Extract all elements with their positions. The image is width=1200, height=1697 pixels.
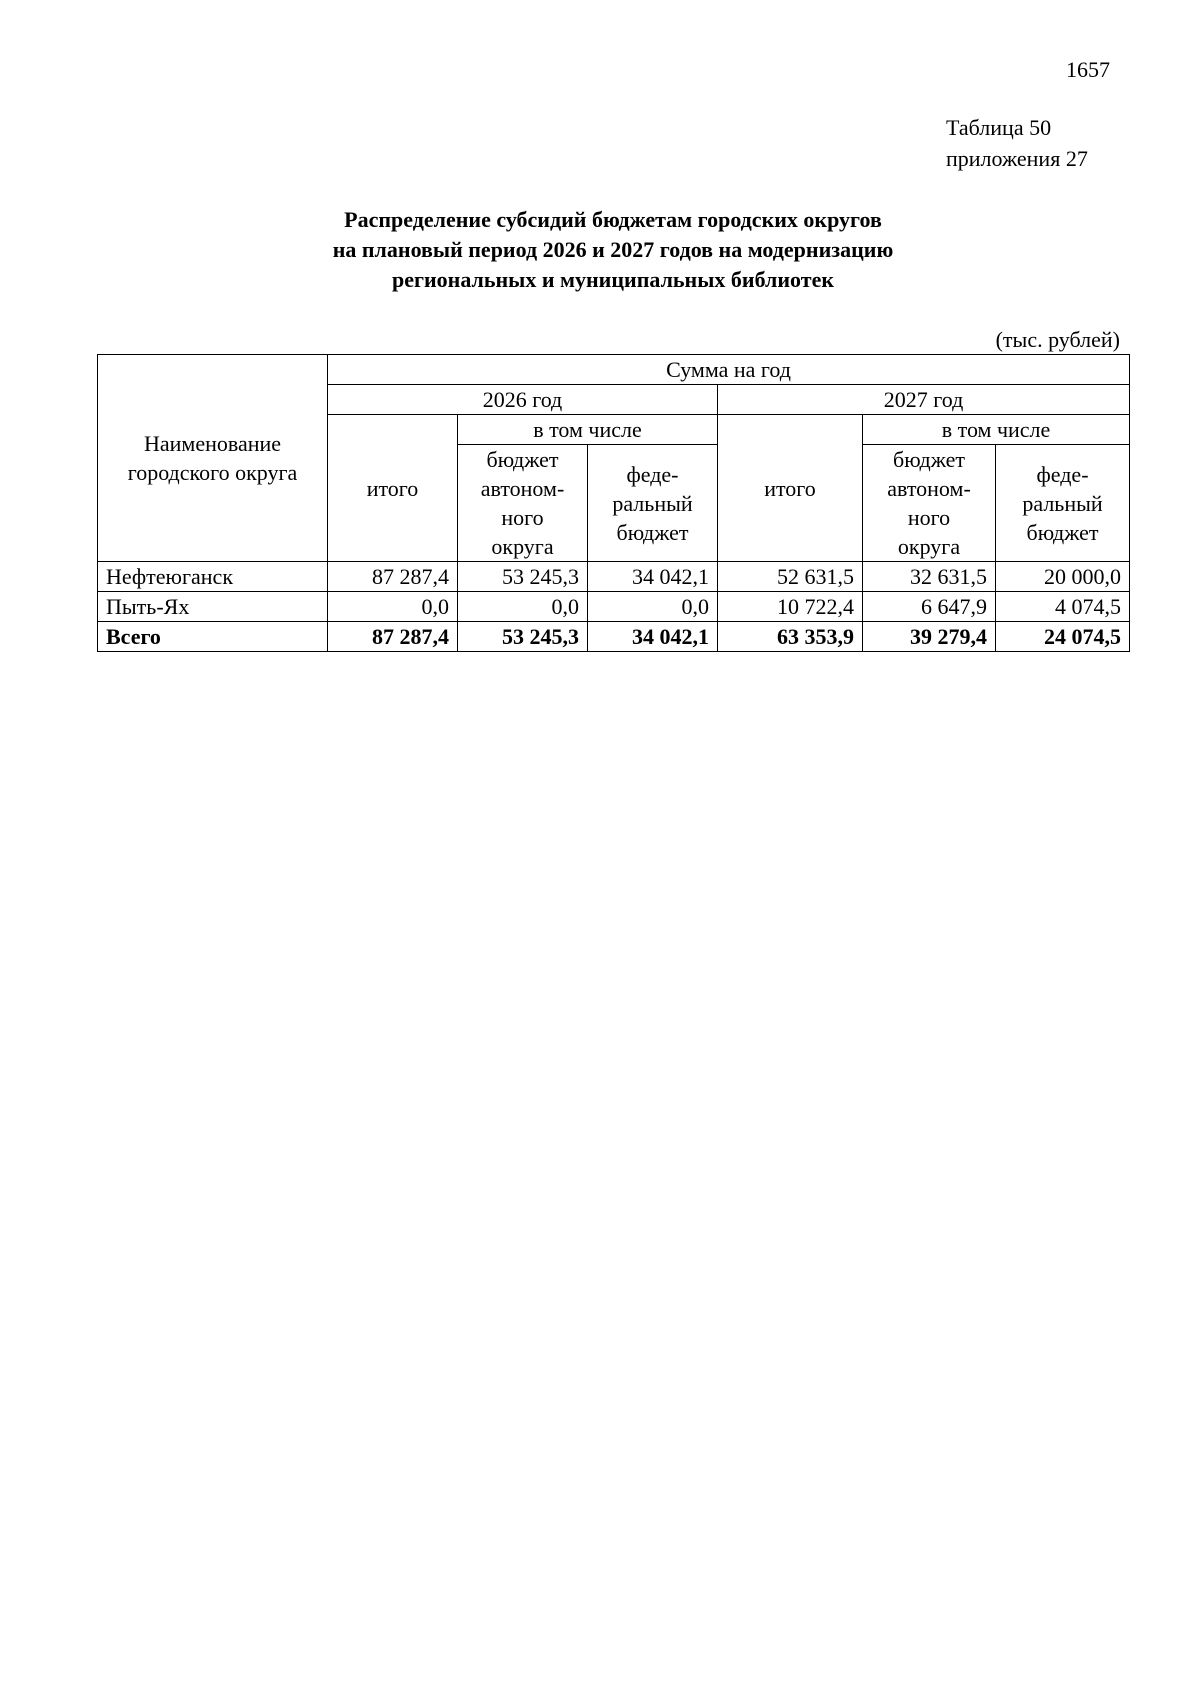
- cell-value: 32 631,5: [863, 562, 996, 592]
- header-federal-budget-2027: феде- ральный бюджет: [996, 445, 1130, 562]
- subsidy-table: [97, 354, 1130, 652]
- cell-value: 0,0: [458, 592, 588, 622]
- page-number: 1657: [1066, 57, 1110, 82]
- title-line: региональных и муниципальных библиотек: [391, 267, 835, 292]
- table-total-row: [98, 622, 1130, 652]
- cell-value: 53 245,3: [458, 622, 588, 652]
- table-row: [98, 562, 1130, 592]
- cell-value: 39 279,4: [863, 622, 996, 652]
- cell-value: 63 353,9: [718, 622, 863, 652]
- cell-value: 4 074,5: [996, 592, 1130, 622]
- cell-value: 34 042,1: [588, 562, 718, 592]
- row-name: Всего: [98, 622, 328, 652]
- cell-value: 24 074,5: [996, 622, 1130, 652]
- table-row: [98, 592, 1130, 622]
- cell-value: 87 287,4: [328, 622, 458, 652]
- header-year-2026: 2026 год: [328, 385, 718, 415]
- header-sum-per-year: Сумма на год: [328, 355, 1130, 385]
- document-title: [97, 205, 1129, 295]
- header-total-2027: итого: [718, 415, 863, 562]
- header-autonomous-budget-2027: бюджет автоном- ного округа: [863, 445, 996, 562]
- cell-value: 52 631,5: [718, 562, 863, 592]
- header-total-2026: итого: [328, 415, 458, 562]
- table-reference-line: приложения 27: [946, 146, 1088, 171]
- header-including-2027: в том числе: [863, 415, 1130, 445]
- row-name: Нефтеюганск: [98, 562, 328, 592]
- header-name-column: Наименование городского округа: [98, 355, 328, 562]
- header-including-2026: в том числе: [458, 415, 718, 445]
- cell-value: 0,0: [328, 592, 458, 622]
- title-line: на плановый период 2026 и 2027 годов на модернизацию: [332, 237, 894, 262]
- row-name: Пыть-Ях: [98, 592, 328, 622]
- cell-value: 87 287,4: [328, 562, 458, 592]
- units-label: (тыс. рублей): [995, 327, 1120, 352]
- table-reference: [946, 112, 1088, 174]
- cell-value: 0,0: [588, 592, 718, 622]
- cell-value: 53 245,3: [458, 562, 588, 592]
- table-reference-line: Таблица 50: [946, 115, 1052, 140]
- header-federal-budget-2026: феде- ральный бюджет: [588, 445, 718, 562]
- cell-value: 34 042,1: [588, 622, 718, 652]
- cell-value: 20 000,0: [996, 562, 1130, 592]
- cell-value: 6 647,9: [863, 592, 996, 622]
- cell-value: 10 722,4: [718, 592, 863, 622]
- header-year-2027: 2027 год: [718, 385, 1130, 415]
- header-autonomous-budget-2026: бюджет автоном- ного округа: [458, 445, 588, 562]
- title-line: Распределение субсидий бюджетам городских округов: [344, 207, 882, 232]
